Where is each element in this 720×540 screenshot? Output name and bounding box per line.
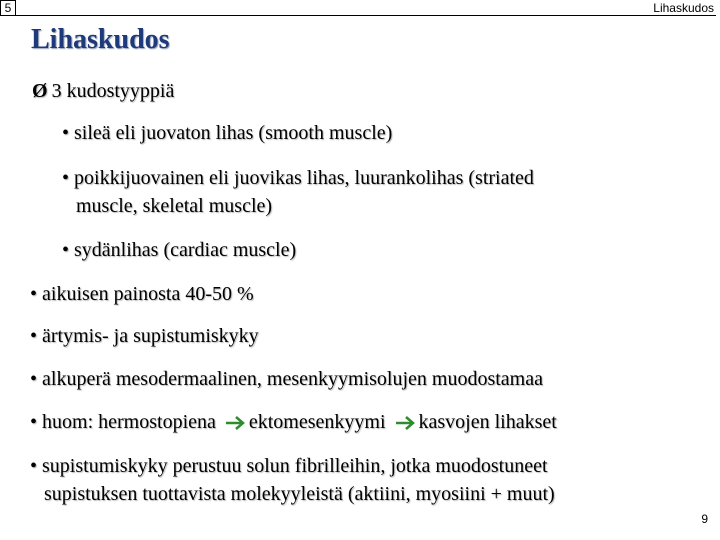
bullet-icon: • xyxy=(62,239,70,261)
bullet-icon: • xyxy=(30,411,38,433)
sub-bullet-2-line2 xyxy=(76,192,272,220)
page-title: Lihaskudos xyxy=(31,24,170,55)
arrow-bullet-icon: Ø xyxy=(32,80,48,102)
sub-bullet-2 xyxy=(62,164,534,192)
right-arrow-icon xyxy=(225,416,245,430)
main-bullet-text: 3 kudostyyppiä xyxy=(51,80,175,102)
sub-bullet-text: sileä eli juovaton lihas (smooth muscle) xyxy=(74,122,393,144)
bullet-icon: • xyxy=(62,122,70,144)
sub-bullet-3 xyxy=(62,236,296,264)
bullet-2 xyxy=(30,322,259,350)
bullet-icon: • xyxy=(30,368,38,390)
sub-bullet-text-line2: muscle, skeletal muscle) xyxy=(76,195,273,217)
page-number: 9 xyxy=(701,512,708,526)
bullet-icon: • xyxy=(30,455,38,477)
bullet-huom xyxy=(30,408,557,436)
header-section-title: Lihaskudos xyxy=(653,1,714,15)
main-bullet xyxy=(32,77,174,105)
bullet-text-line2: supistuksen tuottavista molekyyleistä (aktiini, myosiini + muut) xyxy=(44,483,555,505)
bullet-icon: • xyxy=(62,167,70,189)
bullet-1 xyxy=(30,280,254,308)
bullet-icon: • xyxy=(30,325,38,347)
huom-prefix: huom: hermostopiena xyxy=(42,411,216,433)
bullet-last xyxy=(30,452,548,480)
bullet-text: alkuperä mesodermaalinen, mesenkyymisolujen muodostamaa xyxy=(42,368,543,390)
slide-number-box: 5 xyxy=(0,0,16,16)
bullet-text: ärtymis- ja supistumiskyky xyxy=(42,325,259,347)
bullet-text-line1: supistumiskyky perustuu solun fibrilleihin, jotka muodostuneet xyxy=(42,455,548,477)
huom-middle: ektomesenkyymi xyxy=(248,411,386,433)
bullet-last-line2 xyxy=(44,480,555,508)
bullet-icon: • xyxy=(30,283,38,305)
huom-suffix: kasvojen lihakset xyxy=(418,411,557,433)
bullet-3 xyxy=(30,365,543,393)
bullet-text: aikuisen painosta 40-50 % xyxy=(42,283,254,305)
sub-bullet-text-line1: poikkijuovainen eli juovikas lihas, luurankolihas (striated xyxy=(74,167,534,189)
sub-bullet-1 xyxy=(62,119,392,147)
sub-bullet-text: sydänlihas (cardiac muscle) xyxy=(74,239,297,261)
right-arrow-icon xyxy=(395,416,415,430)
header-divider xyxy=(16,15,716,16)
